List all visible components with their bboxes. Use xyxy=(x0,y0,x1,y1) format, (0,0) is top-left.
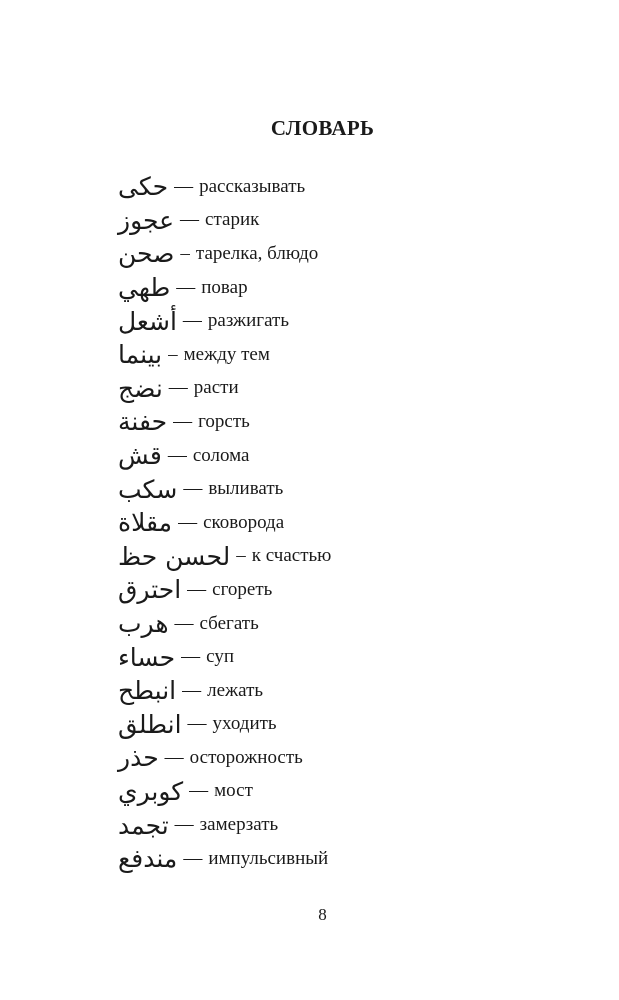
russian-translation: уходить xyxy=(212,713,277,735)
arabic-word: تجمد xyxy=(118,810,169,840)
arabic-word: مقلاة xyxy=(118,508,173,538)
russian-translation: сгореть xyxy=(212,578,273,600)
arabic-word: حفنة xyxy=(118,407,168,437)
vocabulary-entry xyxy=(118,506,578,540)
russian-translation: замерзать xyxy=(199,814,279,836)
russian-translation: между тем xyxy=(183,343,270,365)
arabic-word: قش xyxy=(118,441,162,471)
arabic-word: عجوز xyxy=(118,205,175,235)
vocabulary-entry xyxy=(118,405,578,439)
arabic-word: صحن xyxy=(118,239,175,269)
russian-translation: осторожность xyxy=(189,746,303,768)
arabic-word: حساء xyxy=(118,642,176,672)
vocabulary-entry xyxy=(118,372,578,406)
entry-dash: — xyxy=(182,679,202,701)
entry-dash: — xyxy=(173,410,193,432)
entry-dash: — xyxy=(180,209,200,231)
arabic-word: هرب xyxy=(118,609,169,639)
russian-translation: суп xyxy=(206,646,234,668)
vocabulary-entry xyxy=(118,338,578,372)
entry-dash: — xyxy=(187,713,207,735)
entry-dash: — xyxy=(168,377,188,399)
entry-dash: – xyxy=(168,343,178,365)
vocabulary-entry xyxy=(118,271,578,305)
entry-dash: — xyxy=(174,175,194,197)
entry-dash: — xyxy=(181,646,201,668)
vocabulary-entry xyxy=(118,808,578,842)
vocabulary-entry xyxy=(118,573,578,607)
arabic-word: حكى xyxy=(118,172,169,202)
entry-dash: — xyxy=(183,478,203,500)
arabic-word: أشعل xyxy=(118,306,177,336)
vocabulary-entry xyxy=(118,708,578,742)
russian-translation: разжигать xyxy=(207,310,289,332)
arabic-word: احترق xyxy=(118,575,182,605)
russian-translation: сковорода xyxy=(203,511,285,533)
page-number: 8 xyxy=(318,905,327,924)
entry-dash: — xyxy=(183,847,203,869)
vocabulary-entry xyxy=(118,674,578,708)
russian-translation: старик xyxy=(205,209,260,231)
page-title: СЛОВАРЬ xyxy=(270,116,375,140)
vocabulary-entry xyxy=(118,237,578,271)
vocabulary-entry xyxy=(118,170,578,204)
russian-translation: сбегать xyxy=(199,612,259,634)
entry-dash: — xyxy=(176,276,196,298)
vocabulary-entry xyxy=(118,540,578,574)
russian-translation: тарелка, блюдо xyxy=(195,242,319,264)
russian-translation: рассказывать xyxy=(199,175,306,197)
arabic-word: بينما xyxy=(118,340,163,370)
arabic-word: لحسن حظ xyxy=(118,541,231,571)
entry-dash: — xyxy=(167,444,187,466)
vocabulary-entry xyxy=(118,304,578,338)
vocabulary-list xyxy=(118,170,578,875)
arabic-word: كوبري xyxy=(118,776,184,806)
russian-translation: лежать xyxy=(207,679,264,701)
russian-translation: солома xyxy=(192,444,250,466)
entry-dash: – xyxy=(236,545,246,567)
arabic-word: طهي xyxy=(118,273,171,303)
vocabulary-entry xyxy=(118,775,578,809)
vocabulary-entry xyxy=(118,741,578,775)
arabic-word: حذر xyxy=(118,743,159,773)
russian-translation: импульсивный xyxy=(208,847,329,869)
entry-dash: — xyxy=(174,612,194,634)
entry-dash: – xyxy=(180,242,190,264)
arabic-word: انبطح xyxy=(118,676,177,706)
russian-translation: повар xyxy=(201,276,248,298)
entry-dash: — xyxy=(174,814,194,836)
entry-dash: — xyxy=(164,746,184,768)
arabic-word: نضج xyxy=(118,373,163,403)
vocabulary-entry xyxy=(118,472,578,506)
russian-translation: мост xyxy=(214,780,253,802)
entry-dash: — xyxy=(178,511,198,533)
vocabulary-entry xyxy=(118,842,578,876)
entry-dash: — xyxy=(189,780,209,802)
entry-dash: — xyxy=(182,310,202,332)
russian-translation: горсть xyxy=(198,410,250,432)
vocabulary-entry xyxy=(118,607,578,641)
vocabulary-entry xyxy=(118,640,578,674)
russian-translation: выливать xyxy=(208,478,284,500)
russian-translation: к счастью xyxy=(251,545,332,567)
arabic-word: مندفع xyxy=(118,844,178,874)
entry-dash: — xyxy=(187,578,207,600)
arabic-word: انطلق xyxy=(118,709,182,739)
vocabulary-entry xyxy=(118,204,578,238)
vocabulary-entry xyxy=(118,439,578,473)
russian-translation: расти xyxy=(193,377,239,399)
arabic-word: سكب xyxy=(118,474,178,504)
